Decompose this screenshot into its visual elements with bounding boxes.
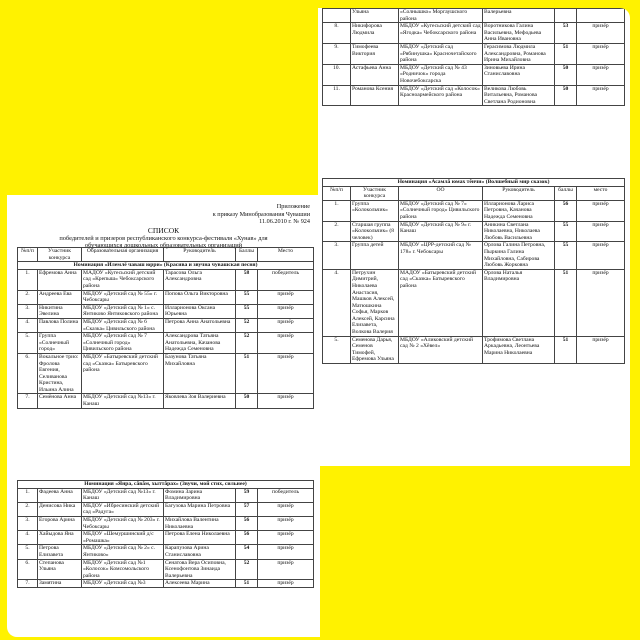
place-cell: призёр: [577, 64, 625, 85]
supervisor-cell: Орлова Наталья Владимировна: [483, 269, 555, 336]
supervisor-cell: Илларионова Оксана Юрьевна: [164, 304, 236, 318]
organization-cell: МБДОУ «Ибресинский детский сад «Радуга»: [82, 502, 164, 516]
header-cell: Участник конкурса: [38, 248, 82, 262]
row-number-cell: 1.: [18, 269, 38, 290]
supervisor-cell: Яковлева Зоя Валериевна: [164, 394, 236, 408]
participant-cell: Вокальное трио: Фролова Евгения, Селиванова Кристина, Ильина Алина: [38, 353, 82, 394]
supervisor-cell: Базунова Татьяна Михайловна: [164, 353, 236, 394]
attachment-line: к приказу Минобразования Чувашии: [212, 210, 310, 218]
organization-cell: МБДОУ «Детский сад № 55» г. Чебоксары: [82, 290, 164, 304]
place-cell: призёр: [577, 200, 625, 221]
table-row: [18, 290, 314, 304]
table-row: [323, 85, 625, 106]
document-page-right: [318, 8, 630, 466]
header-cell: Руководитель: [164, 248, 236, 262]
results-table-nomination-1: [17, 247, 314, 409]
attachment-line: Приложение: [276, 203, 310, 210]
table-row: [323, 23, 625, 44]
supervisor-cell: Петрова Елена Николаевна: [164, 531, 236, 545]
header-cell: ОО: [399, 186, 483, 200]
organization-cell: МБДОУ «Детский сад №13» г. Канаш: [82, 488, 164, 502]
row-number-cell: 2.: [323, 221, 351, 242]
place-cell: призёр: [258, 559, 314, 580]
place-cell: призёр: [258, 502, 314, 516]
table-row: [18, 531, 314, 545]
organization-cell: МБДОУ «Шемуршинский д/с «Ромашка»: [82, 531, 164, 545]
score-cell: 56: [236, 516, 258, 530]
organization-cell: МБДОУ «Детский сад «Рябинушка» Красночетайского района: [399, 43, 483, 64]
row-number-cell: 9.: [323, 43, 351, 64]
score-cell: 52: [236, 559, 258, 580]
table-row: [18, 269, 314, 290]
row-number-cell: 7.: [18, 580, 38, 588]
organization-cell: МБДОУ «Детский сад №13» г. Канаш: [82, 394, 164, 408]
table-row: [18, 318, 314, 332]
organization-cell: МБДОУ «Детский сад № 43 «Родничок» города Новочебоксарска: [399, 64, 483, 85]
table-row: [18, 545, 314, 559]
place-cell: призёр: [258, 545, 314, 559]
row-number-cell: 3.: [18, 304, 38, 318]
row-number-cell: 8.: [323, 23, 351, 44]
participant-cell: Замятина: [38, 580, 82, 588]
supervisor-cell: Александрова Татьяна Анатольевна, Качанова Надежда Семеновна: [164, 333, 236, 354]
score-cell: 56: [236, 531, 258, 545]
place-cell: призёр: [577, 336, 625, 363]
participant-cell: Старшая группа «Колокольчик» (8 человек): [351, 221, 399, 242]
score-cell: 55: [236, 304, 258, 318]
table-row: [323, 64, 625, 85]
organization-cell: МБДОУ «Детский сад № 203» г. Чебоксары: [82, 516, 164, 530]
row-number-cell: 4.: [323, 269, 351, 336]
supervisor-cell: Аникина Светлана Николаевна, Николаева Любовь Васильевна: [483, 221, 555, 242]
participant-cell: Тимофеева Виктория: [351, 43, 399, 64]
attachment-note: [213, 203, 310, 226]
table-row: [18, 502, 314, 516]
nomination-row: [18, 481, 314, 489]
score-cell: 55: [555, 221, 577, 242]
score-cell: 52: [236, 333, 258, 354]
participant-cell: Семёнова Анна: [38, 394, 82, 408]
organization-cell: МАДОУ «Батыревский детский сад «Сказка» Батыревского района: [399, 269, 483, 336]
score-cell: 50: [555, 85, 577, 106]
header-cell: Баллы: [236, 248, 258, 262]
participant-cell: Петрова Елизавета: [38, 545, 82, 559]
table-row: [18, 516, 314, 530]
participant-cell: Андреева Ева: [38, 290, 82, 304]
score-cell: 59: [236, 488, 258, 502]
organization-cell: МБДОУ «Детский сад № 7» «Солнечный город» Цивильского района: [399, 200, 483, 221]
results-table-nomination-2: [17, 480, 314, 588]
place-cell: призёр: [577, 242, 625, 269]
score-cell: 52: [236, 318, 258, 332]
supervisor-cell: Валерьевна: [483, 9, 555, 23]
row-number-cell: 5.: [18, 333, 38, 354]
row-number-cell: 3.: [18, 516, 38, 530]
organization-cell: МБДОУ «Детский сад № 6 «Сказка» Цивильского района: [82, 318, 164, 332]
score-cell: 51: [555, 269, 577, 336]
header-cell: №п/п: [323, 186, 351, 200]
row-number-cell: 5.: [18, 545, 38, 559]
nomination-row: [18, 262, 314, 270]
table-row: [18, 580, 314, 588]
table-row: [18, 488, 314, 502]
row-number-cell: 4.: [18, 531, 38, 545]
organization-cell: «Солнышко» Моргаушского района: [399, 9, 483, 23]
row-number-cell: 2.: [18, 290, 38, 304]
place-cell: призёр: [258, 290, 314, 304]
participant-cell: Группа «Колокольчик»: [351, 200, 399, 221]
place-cell: призёр: [258, 394, 314, 408]
nomination-title: Номинация «Илемлё чаваш юрри» (Красива и звучна чувашская песня): [18, 262, 314, 270]
row-number-cell: 3.: [323, 242, 351, 269]
supervisor-cell: Михайлова Валентина Николаевна: [164, 516, 236, 530]
score-cell: 51: [555, 43, 577, 64]
participant-cell: Егорова Арина: [38, 516, 82, 530]
header-cell: место: [577, 186, 625, 200]
score-cell: 55: [236, 290, 258, 304]
score-cell: 56: [555, 200, 577, 221]
attachment-line: 11.06.2010 г. № 924: [259, 218, 310, 225]
place-cell: призёр: [258, 531, 314, 545]
participant-cell: Хайыдова Яна: [38, 531, 82, 545]
supervisor-cell: Илларионова Лариса Петровна, Качанова Надежда Семеновна: [483, 200, 555, 221]
participant-cell: Группа «Солнечный город»: [38, 333, 82, 354]
score-cell: [555, 9, 577, 23]
row-number-cell: 2.: [18, 502, 38, 516]
participant-cell: Ефремова Анна: [38, 269, 82, 290]
table-row: [323, 43, 625, 64]
table-row: [323, 200, 625, 221]
score-cell: 58: [236, 269, 258, 290]
score-cell: 57: [236, 502, 258, 516]
results-table-nomination-3: [322, 178, 625, 364]
supervisor-cell: Зиновьева Ирина Станиславовна: [483, 64, 555, 85]
score-cell: 55: [555, 242, 577, 269]
row-number-cell: 10.: [323, 64, 351, 85]
organization-cell: МБДОУ «Детский сад №1 «Колосок» Комсомольского района: [82, 559, 164, 580]
score-cell: 50: [555, 64, 577, 85]
place-cell: призёр: [577, 85, 625, 106]
organization-cell: МБДОУ «Детский сад № 2» с. Янтиково»: [82, 545, 164, 559]
subtitle-line: победителей и призеров республиканского конкурса-фестиваля «Хунав» для: [59, 234, 268, 242]
document-page-left: [7, 195, 320, 637]
header-cell: Место: [258, 248, 314, 262]
nomination-title: Номинация «Асамлă юмах тĕнчи» (Волшебный мир сказок): [323, 179, 625, 187]
place-cell: призёр: [577, 221, 625, 242]
supervisor-cell: Попова Ольга Викторовна: [164, 290, 236, 304]
place-cell: призёр: [258, 353, 314, 394]
table-row: [18, 394, 314, 408]
place-cell: победитель: [258, 269, 314, 290]
organization-cell: МБДОУ «Детский сад № 7 «Солнечный город» Цивильского района: [82, 333, 164, 354]
place-cell: призёр: [258, 304, 314, 318]
header-cell: Руководитель: [483, 186, 555, 200]
organization-cell: МБДОУ «Батыревский детский сад «Сказка» Батыревского района: [82, 353, 164, 394]
table-row: [18, 304, 314, 318]
participant-cell: Павлова Полина: [38, 318, 82, 332]
place-cell: призёр: [577, 269, 625, 336]
table-row: [18, 333, 314, 354]
participant-cell: Группа детей: [351, 242, 399, 269]
supervisor-cell: Петрова Анна Анатольевна: [164, 318, 236, 332]
participant-cell: Петрухин Димитрий, Николаева Анастасия, Машков Алексей, Матюшкина Софья, Марков Алексей, Карсина Елизавета, Волкова Валерия: [351, 269, 399, 336]
row-number-cell: 6.: [18, 559, 38, 580]
supervisor-cell: Великова Любовь Витальевна, Романова Светлана Родионовна: [483, 85, 555, 106]
row-number-cell: 1.: [18, 488, 38, 502]
place-cell: [577, 9, 625, 23]
participant-cell: Романова Ксения: [351, 85, 399, 106]
row-number-cell: [323, 9, 351, 23]
score-cell: 54: [236, 545, 258, 559]
supervisor-cell: Сенатова Вера Осиповна, Ксенофонтова Зинаида Валерьевна: [164, 559, 236, 580]
header-cell: баллы: [555, 186, 577, 200]
supervisor-cell: Фомина Зарина Владимировна: [164, 488, 236, 502]
table-row: [323, 242, 625, 269]
subtitle-line: обучающихся дошкольных образовательных организаций: [84, 242, 243, 250]
table-header-row: [18, 248, 314, 262]
supervisor-cell: Трофимова Светлана Аркадьевна, Леонтьева Марина Николаевна: [483, 336, 555, 363]
participant-cell: Ульяна: [351, 9, 399, 23]
place-cell: победитель: [258, 488, 314, 502]
participant-cell: Астафьева Анна: [351, 64, 399, 85]
organization-cell: МБДОУ «Детский сад № 9» г. Канаш: [399, 221, 483, 242]
supervisor-cell: Орлова Галина Петровна, Пыркина Галина Михайловна, Сабирова Любовь Жорковна: [483, 242, 555, 269]
supervisor-cell: Карапузова Арина Станиславовна: [164, 545, 236, 559]
table-row: [323, 221, 625, 242]
table-header-row: [323, 186, 625, 200]
table-row: [323, 269, 625, 336]
participant-cell: Денисова Ника: [38, 502, 82, 516]
participant-cell: Фадеева Анна: [38, 488, 82, 502]
supervisor-cell: Воротникова Галина Васильевна, Мефодьева Анна Ивановна: [483, 23, 555, 44]
row-number-cell: 6.: [18, 353, 38, 394]
organization-cell: МБДОУ «Детский сад №3: [82, 580, 164, 588]
score-cell: 51: [555, 336, 577, 363]
row-number-cell: 11.: [323, 85, 351, 106]
participant-cell: Степанова Ульяна: [38, 559, 82, 580]
supervisor-cell: Герасимова Людмила Александровна, Романова Ирина Михайловна: [483, 43, 555, 64]
header-cell: №п/п: [18, 248, 38, 262]
score-cell: 51: [236, 353, 258, 394]
organization-cell: МБДОУ «Детский сад № 1» с. Янтиково Янтиковского района: [82, 304, 164, 318]
header-cell: Образовательная организация: [82, 248, 164, 262]
supervisor-cell: Багузова Марина Петровна: [164, 502, 236, 516]
nomination-title: Номинация «Янра, сăвăм, хыттăрах» (Звучи, мой стих, сильнее): [18, 481, 314, 489]
place-cell: призёр: [258, 333, 314, 354]
organization-cell: МАДОУ «Кугесьский детский сад «Крепыш» Чебоксарского района: [82, 269, 164, 290]
participant-cell: Семенова Дарья, Семенов Тимофей, Ефремова Ульяна: [351, 336, 399, 363]
organization-cell: МБДОУ «Детский сад «Колосок» Красноармейского района: [399, 85, 483, 106]
place-cell: призёр: [258, 580, 314, 588]
score-cell: 51: [236, 580, 258, 588]
organization-cell: МБДОУ «ЦРР-детский сад № 178» г. Чебоксары: [399, 242, 483, 269]
participant-cell: Никитина Эвелина: [38, 304, 82, 318]
row-number-cell: 7.: [18, 394, 38, 408]
place-cell: призёр: [258, 318, 314, 332]
place-cell: призёр: [577, 43, 625, 64]
score-cell: 50: [236, 394, 258, 408]
title-text: СПИСОК: [147, 226, 180, 235]
place-cell: призёр: [258, 516, 314, 530]
header-cell: Участник конкурса: [351, 186, 399, 200]
table-row: [323, 336, 625, 363]
results-table-continued: [322, 8, 625, 106]
participant-cell: Никифорова Людмила: [351, 23, 399, 44]
score-cell: 53: [555, 23, 577, 44]
place-cell: призёр: [577, 23, 625, 44]
row-number-cell: 4.: [18, 318, 38, 332]
table-row: [18, 353, 314, 394]
supervisor-cell: Алексеева Марина: [164, 580, 236, 588]
organization-cell: МБДОУ «Кугесьский детский сад «Ягодка» Чебоксарского района: [399, 23, 483, 44]
supervisor-cell: Тарасова Ольга Александровна: [164, 269, 236, 290]
table-row: [323, 9, 625, 23]
nomination-row: [323, 179, 625, 187]
row-number-cell: 5.: [323, 336, 351, 363]
row-number-cell: 1.: [323, 200, 351, 221]
table-row: [18, 559, 314, 580]
organization-cell: МБДОУ «Аликовский детский сад № 2 «Хĕвел»: [399, 336, 483, 363]
